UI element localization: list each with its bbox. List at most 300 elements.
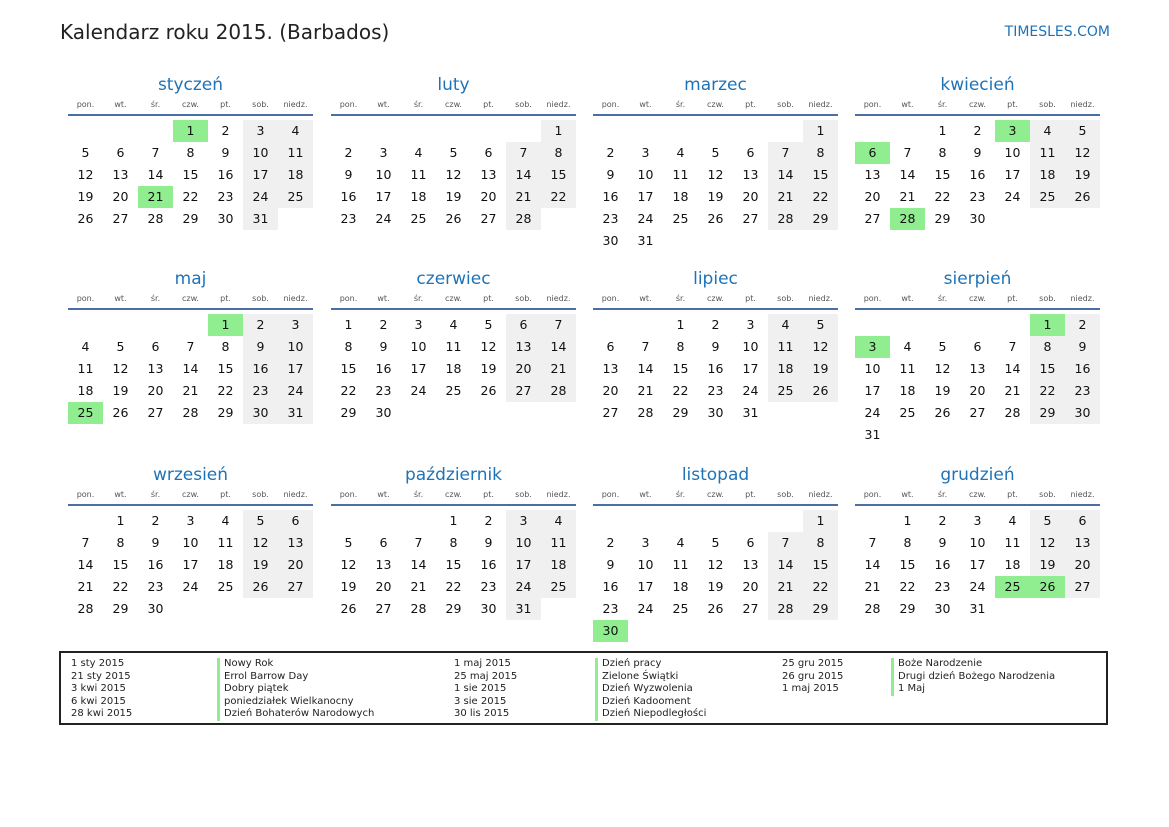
weekday-header [68,98,313,116]
legend-date: 21 sty 2015 [71,670,131,682]
day-cell: 16 [707,361,724,376]
day-cell: 6 [1065,510,1100,532]
day-cell: 21 [637,383,654,398]
day-cell: 12 [112,361,129,376]
weekday-label: pt. [745,490,756,499]
day-cell: 10 [506,532,541,554]
weekday-label: pt. [745,100,756,109]
day-cell: 14 [899,167,916,182]
day-cell: 9 [243,336,278,358]
weekday-label: sob. [515,294,532,303]
day-cell: 2 [606,535,615,550]
day-cell: 11 [672,557,689,572]
month-name: październik [404,465,503,485]
day-cell: 15 [803,164,838,186]
day-cell: 31 [742,405,759,420]
empty-day [733,120,768,142]
legend-holiday-name: Dzień Bohaterów Narodowych [217,708,374,721]
day-cell: 19 [77,189,94,204]
weekday-label: niedz. [546,490,571,499]
day-cell: 1 [803,120,838,142]
legend-dates-col-3 [782,658,843,696]
legend-holiday-name: Zielone Świątki [595,671,706,684]
weekday-label: czw. [969,294,986,303]
day-cell: 9 [379,339,388,354]
day-cell: 16 [602,189,619,204]
day-cell: 30 [969,211,986,226]
day-cell: 10 [375,167,392,182]
day-cell: 5 [938,339,947,354]
month-name: marzec [684,75,747,95]
legend-date: 1 maj 2015 [454,658,511,669]
day-cell: 10 [1004,145,1021,160]
weekday-label: pt. [220,100,231,109]
day-cell: 10 [278,336,313,358]
weekday-label: śr. [150,294,161,303]
holiday-day: 6 [855,142,890,164]
day-cell: 5 [449,145,458,160]
weekday-label: sob. [252,294,269,303]
day-cell: 20 [1065,554,1100,576]
day-cell: 22 [934,189,951,204]
day-cell: 17 [410,361,427,376]
day-grid [68,506,313,620]
day-cell: 5 [1065,120,1100,142]
weekday-label: śr. [150,100,161,109]
day-cell: 17 [969,557,986,572]
empty-day [768,120,803,142]
day-cell: 12 [77,167,94,182]
day-cell: 14 [147,167,164,182]
month-name: styczeń [157,75,224,95]
weekday-header [68,292,313,310]
day-cell: 25 [672,211,689,226]
weekday-label: pt. [1007,294,1018,303]
day-cell: 14 [1004,361,1021,376]
day-cell: 20 [278,554,313,576]
day-cell: 4 [676,145,685,160]
day-cell: 23 [480,579,497,594]
day-cell: 17 [864,383,881,398]
weekday-label: niedz. [808,100,833,109]
day-cell: 25 [672,601,689,616]
empty-day [593,314,628,336]
day-cell: 7 [768,142,803,164]
day-cell: 5 [344,535,353,550]
month-9 [68,462,313,620]
day-cell: 4 [278,120,313,142]
weekday-label: śr. [413,490,424,499]
empty-day [593,510,628,532]
legend-holiday-name: 1 Maj [891,683,1055,696]
legend-holiday-name: Dzień Wyzwolenia [595,683,706,696]
day-cell: 18 [445,361,462,376]
day-cell: 20 [375,579,392,594]
weekday-label: niedz. [546,100,571,109]
day-cell: 3 [243,120,278,142]
weekday-label: pt. [220,294,231,303]
day-cell: 4 [541,510,576,532]
holiday-day: 1 [208,314,243,336]
day-cell: 21 [410,579,427,594]
day-cell: 4 [903,339,912,354]
day-cell: 24 [506,576,541,598]
day-cell: 12 [707,557,724,572]
day-cell: 13 [278,532,313,554]
day-cell: 16 [602,579,619,594]
day-cell: 25 [410,211,427,226]
weekday-label: śr. [937,490,948,499]
weekday-label: pon. [76,294,95,303]
day-grid [331,506,576,620]
day-cell: 21 [768,186,803,208]
day-cell: 15 [934,167,951,182]
day-cell: 5 [711,535,720,550]
day-cell: 23 [707,383,724,398]
day-cell: 28 [506,208,541,230]
day-cell: 16 [480,557,497,572]
month-5 [68,266,313,424]
day-grid [855,116,1100,230]
empty-day [331,120,366,142]
day-cell: 2 [711,317,720,332]
day-cell: 19 [340,579,357,594]
day-cell: 2 [243,314,278,336]
legend-date: 26 gru 2015 [782,670,844,682]
empty-day [890,314,925,336]
day-cell: 15 [1030,358,1065,380]
day-cell: 20 [742,189,759,204]
empty-day [855,510,890,532]
holiday-day: 26 [1030,576,1065,598]
day-cell: 26 [340,601,357,616]
holiday-legend [59,651,1108,725]
day-cell: 26 [243,576,278,598]
weekday-label: pon. [76,100,95,109]
empty-day [506,120,541,142]
empty-day [471,120,506,142]
weekday-label: sob. [252,490,269,499]
weekday-label: sob. [515,490,532,499]
day-cell: 23 [217,189,234,204]
day-cell: 7 [868,535,877,550]
empty-day [138,120,173,142]
day-cell: 12 [803,336,838,358]
weekday-label: pon. [863,490,882,499]
day-cell: 22 [899,579,916,594]
day-cell: 27 [147,405,164,420]
weekday-label: wt. [377,490,390,499]
day-cell: 16 [340,189,357,204]
day-cell: 5 [243,510,278,532]
day-cell: 25 [278,186,313,208]
weekday-label: sob. [1039,490,1056,499]
day-cell: 10 [742,339,759,354]
empty-day [698,510,733,532]
day-cell: 27 [375,601,392,616]
weekday-label: czw. [707,490,724,499]
day-grid [855,506,1100,620]
day-cell: 13 [969,361,986,376]
holiday-day: 25 [995,576,1030,598]
day-cell: 23 [340,211,357,226]
day-cell: 30 [375,405,392,420]
day-cell: 7 [81,535,90,550]
month-12 [855,462,1100,620]
day-cell: 19 [707,579,724,594]
legend-holiday-name: Drugi dzień Bożego Narodzenia [891,671,1055,684]
weekday-label: pon. [339,294,358,303]
month-7 [593,266,838,424]
weekday-label: czw. [445,294,462,303]
legend-holiday-name: Dzień Niepodległości [595,708,706,721]
day-cell: 19 [445,189,462,204]
day-cell: 11 [672,167,689,182]
day-cell: 17 [182,557,199,572]
holiday-day: 21 [138,186,173,208]
legend-date: 30 lis 2015 [454,708,510,720]
weekday-label: pt. [483,294,494,303]
day-cell: 6 [278,510,313,532]
day-cell: 12 [1065,142,1100,164]
day-cell: 25 [541,576,576,598]
day-cell: 22 [217,383,234,398]
empty-day [628,510,663,532]
day-cell: 31 [243,208,278,230]
day-cell: 17 [375,189,392,204]
empty-day [628,120,663,142]
day-cell: 27 [278,576,313,598]
day-cell: 18 [410,189,427,204]
day-cell: 13 [1065,532,1100,554]
day-cell: 23 [934,579,951,594]
day-cell: 9 [973,145,982,160]
empty-day [401,120,436,142]
day-cell: 7 [641,339,650,354]
day-cell: 27 [1065,576,1100,598]
weekday-label: sob. [777,490,794,499]
day-cell: 18 [1004,557,1021,572]
day-cell: 30 [147,601,164,616]
weekday-label: czw. [445,100,462,109]
day-cell: 8 [116,535,125,550]
day-cell: 29 [899,601,916,616]
day-cell: 13 [375,557,392,572]
weekday-label: sob. [252,100,269,109]
day-cell: 7 [1008,339,1017,354]
empty-day [173,314,208,336]
day-cell: 9 [606,557,615,572]
weekday-label: sob. [777,294,794,303]
day-cell: 31 [278,402,313,424]
weekday-header [855,292,1100,310]
holiday-day: 1 [1030,314,1065,336]
day-cell: 14 [768,164,803,186]
day-cell: 13 [742,557,759,572]
day-cell: 8 [803,142,838,164]
day-cell: 29 [803,208,838,230]
weekday-label: pt. [1007,490,1018,499]
day-cell: 28 [637,405,654,420]
day-cell: 28 [768,208,803,230]
day-cell: 14 [864,557,881,572]
day-cell: 20 [112,189,129,204]
day-cell: 22 [1030,380,1065,402]
weekday-label: wt. [901,294,914,303]
weekday-header [331,292,576,310]
day-cell: 8 [221,339,230,354]
day-cell: 11 [899,361,916,376]
day-cell: 26 [1065,186,1100,208]
day-cell: 11 [1030,142,1065,164]
weekday-label: śr. [675,294,686,303]
page-title: Kalendarz roku 2015. (Barbados) [60,20,390,44]
legend-holiday-name: Dzień pracy [595,658,706,671]
site-link[interactable]: TIMESLES.COM [1004,24,1110,40]
day-cell: 9 [484,535,493,550]
weekday-header [593,292,838,310]
weekday-label: sob. [515,100,532,109]
day-cell: 18 [278,164,313,186]
day-cell: 28 [77,601,94,616]
empty-day [103,314,138,336]
day-cell: 15 [899,557,916,572]
day-cell: 3 [278,314,313,336]
holiday-day: 3 [855,336,890,358]
day-cell: 18 [217,557,234,572]
legend-date: 25 gru 2015 [782,658,844,669]
day-cell: 11 [278,142,313,164]
weekday-label: pt. [1007,100,1018,109]
weekday-label: czw. [182,490,199,499]
day-cell: 7 [151,145,160,160]
day-cell: 27 [480,211,497,226]
day-cell: 2 [484,513,493,528]
day-cell: 27 [864,211,881,226]
day-cell: 28 [182,405,199,420]
weekday-label: niedz. [808,490,833,499]
day-cell: 21 [182,383,199,398]
empty-day [628,314,663,336]
day-cell: 12 [243,532,278,554]
day-cell: 30 [480,601,497,616]
day-cell: 18 [1030,164,1065,186]
day-cell: 28 [541,380,576,402]
day-cell: 14 [637,361,654,376]
day-cell: 16 [147,557,164,572]
day-cell: 23 [243,380,278,402]
day-cell: 19 [1030,554,1065,576]
day-cell: 4 [449,317,458,332]
day-cell: 5 [1030,510,1065,532]
day-cell: 5 [711,145,720,160]
weekday-label: sob. [777,100,794,109]
day-cell: 25 [768,380,803,402]
weekday-label: czw. [445,490,462,499]
day-cell: 20 [602,383,619,398]
weekday-label: sob. [1039,100,1056,109]
empty-day [68,510,103,532]
month-name: luty [437,75,470,95]
day-cell: 14 [768,554,803,576]
day-cell: 16 [1065,358,1100,380]
day-cell: 8 [676,339,685,354]
day-grid [331,310,576,424]
day-cell: 9 [938,535,947,550]
legend-holiday-name: poniedziałek Wielkanocny [217,696,374,709]
weekday-label: czw. [182,100,199,109]
day-cell: 4 [676,535,685,550]
empty-day [663,510,698,532]
day-cell: 11 [410,167,427,182]
day-cell: 7 [414,535,423,550]
holiday-day: 30 [593,620,628,642]
weekday-label: pon. [601,100,620,109]
day-cell: 26 [934,405,951,420]
empty-day [663,120,698,142]
day-cell: 17 [637,579,654,594]
weekday-label: pon. [339,100,358,109]
empty-day [103,120,138,142]
month-6 [331,266,576,424]
month-4 [855,72,1100,230]
day-cell: 26 [707,601,724,616]
weekday-label: pt. [745,294,756,303]
day-cell: 7 [541,314,576,336]
weekday-label: pt. [220,490,231,499]
day-cell: 10 [864,361,881,376]
day-cell: 26 [112,405,129,420]
weekday-label: pon. [863,100,882,109]
day-cell: 20 [480,189,497,204]
day-cell: 12 [934,361,951,376]
weekday-label: niedz. [283,490,308,499]
day-cell: 26 [445,211,462,226]
day-cell: 11 [768,336,803,358]
legend-date: 6 kwi 2015 [71,695,126,707]
day-cell: 24 [182,579,199,594]
legend-date: 28 kwi 2015 [71,708,133,720]
day-cell: 13 [864,167,881,182]
day-cell: 10 [410,339,427,354]
day-cell: 22 [541,186,576,208]
day-cell: 28 [410,601,427,616]
day-cell: 2 [379,317,388,332]
day-cell: 30 [707,405,724,420]
legend-date: 3 kwi 2015 [71,683,126,695]
day-cell: 13 [112,167,129,182]
day-cell: 21 [506,186,541,208]
day-cell: 20 [147,383,164,398]
weekday-header [331,488,576,506]
day-cell: 2 [938,513,947,528]
weekday-label: pt. [483,100,494,109]
holiday-day: 25 [68,402,103,424]
legend-names-col-2 [595,658,706,721]
month-3 [593,72,838,252]
day-cell: 26 [803,380,838,402]
day-cell: 31 [864,427,881,442]
weekday-header [593,488,838,506]
day-cell: 8 [903,535,912,550]
day-cell: 14 [182,361,199,376]
day-cell: 20 [506,358,541,380]
day-cell: 19 [480,361,497,376]
day-cell: 23 [602,211,619,226]
day-cell: 9 [1065,336,1100,358]
month-name: sierpień [943,269,1012,289]
day-cell: 29 [445,601,462,616]
